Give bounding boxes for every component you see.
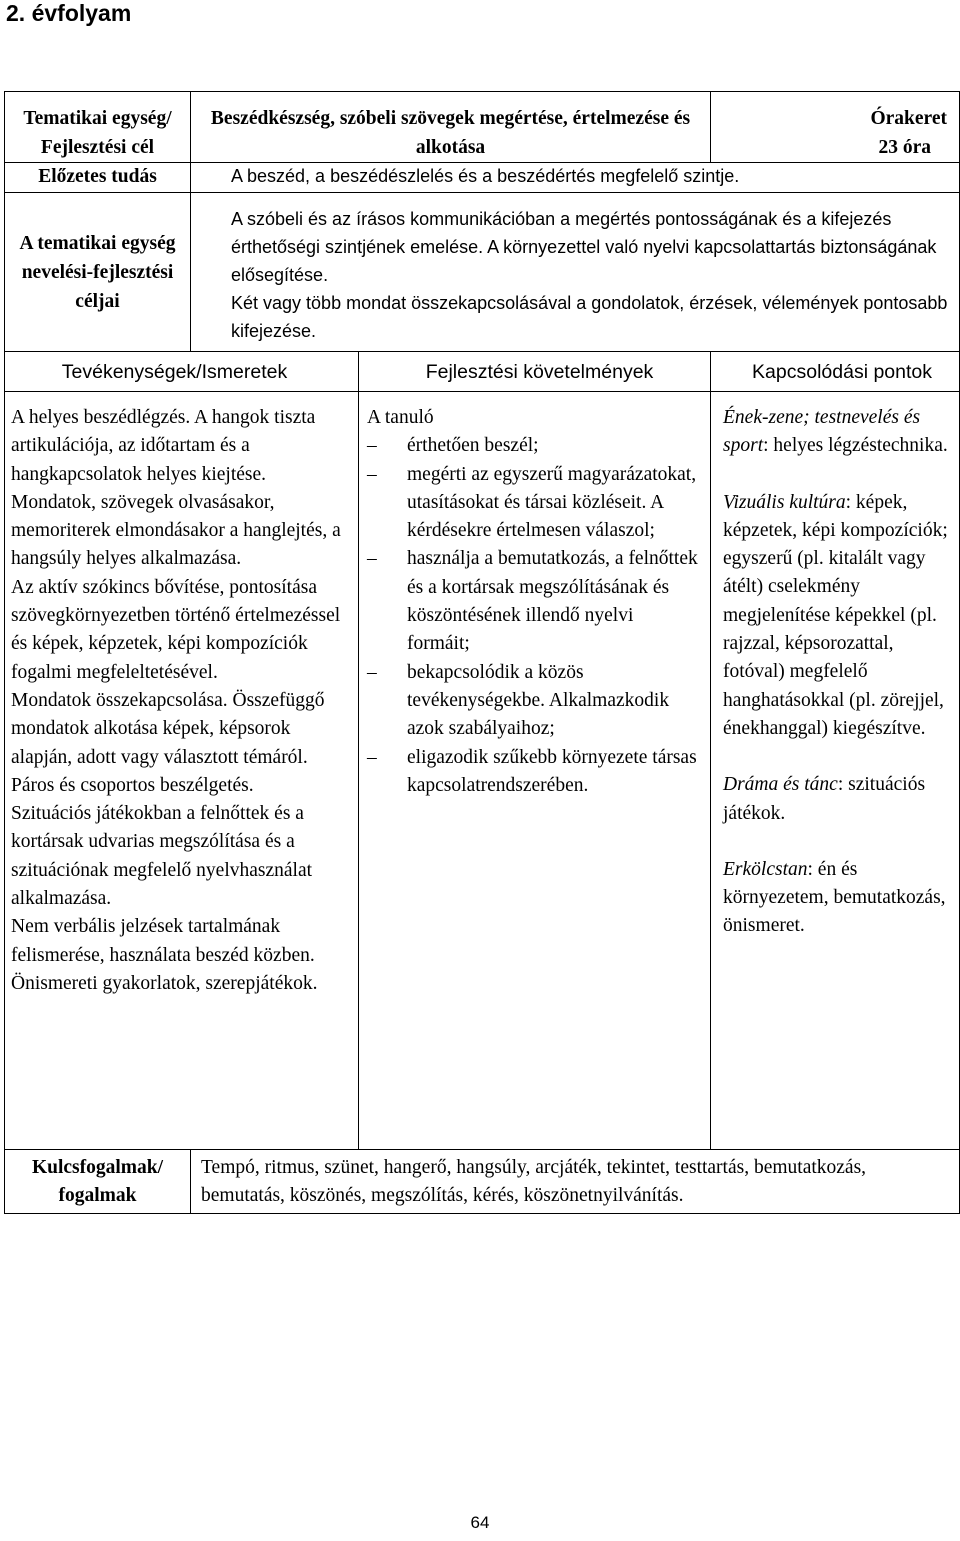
column-header-requirements: Fejlesztési követelmények [359, 352, 711, 392]
activity-paragraph: Mondatok összekapcsolása. Összefüggő mondatok alkotása képek, képsorok alapján, adott vagy választott témáról. [11, 689, 325, 768]
requirement-item [367, 659, 698, 744]
hours-label: Órakeret [870, 108, 948, 129]
key-concepts-row [5, 1150, 960, 1214]
connection-item [723, 489, 951, 744]
activity-paragraph: Önismereti gyakorlatok, szerepjátékok. [11, 972, 318, 994]
prior-knowledge-row [5, 163, 960, 193]
requirement-item [367, 545, 698, 658]
connection-subject: Vizuális kultúra [723, 491, 846, 513]
requirements-intro: A tanuló [367, 407, 434, 428]
requirement-item [367, 744, 698, 801]
connections-cell [711, 392, 960, 1150]
header-row [5, 92, 960, 163]
requirement-text: eligazodik szűkebb környezete társas kapcsolatrendszerében. [407, 746, 697, 796]
connection-subject: Erkölcstan [723, 858, 808, 880]
requirement-text: bekapcsolódik a közös tevékenységekbe. Alkalmazkodik azok szabályaihoz; [407, 661, 670, 740]
goals-text [191, 193, 960, 352]
requirement-text: megérti az egyszerű magyarázatokat, utasításokat és társai közléseit. A kérdésekre értelmesen válaszol; [407, 463, 697, 542]
key-concepts-label: Kulcsfogalmak/ fogalmak [5, 1150, 191, 1214]
connection-item [723, 771, 951, 828]
unit-label: Tematikai egység/ Fejlesztési cél [5, 92, 191, 163]
requirement-text: érthetően beszél; [407, 435, 539, 457]
activities-cell [5, 392, 359, 1150]
content-row [5, 392, 960, 1150]
column-header-activities: Tevékenységek/Ismeretek [5, 352, 359, 392]
activity-paragraph: Páros és csoportos beszélgetés. [11, 774, 254, 796]
hours-cell [711, 92, 960, 163]
goals-label: A tematikai egység nevelési-fejlesztési céljai [5, 193, 191, 352]
connection-subject: Dráma és tánc [723, 774, 838, 796]
connection-text: : én és környezetem, bemutatkozás, önismeret. [723, 858, 946, 937]
unit-title: Beszédkészség, szóbeli szövegek megértése, értelmezése és alkotása [191, 92, 711, 163]
activity-paragraph: A helyes beszédlégzés. A hangok tiszta artikulációja, az időtartam és a hangkapcsolatok helyes kiejtése. Mondatok, szövegek olvasásakor, memoriterek elmondásakor a hanglejtés, a hangsúly helyes alkalmazása. [11, 407, 341, 570]
connection-text: : szituációs játékok. [723, 774, 926, 824]
prior-knowledge-text: A beszéd, a beszédészlelés és a beszédértés megfelelő szintje. [191, 163, 960, 193]
hours-value: 23 óra [878, 137, 932, 158]
dash-marker: – [367, 435, 377, 457]
connection-item [723, 856, 951, 941]
page-title: 2. évfolyam [6, 0, 132, 26]
activity-paragraph: Az aktív szókincs bővítése, pontosítása szövegkörnyezetben történő értelmezéssel és képek, képzetek, képi kompozíciók fogalmi megfeleltetésével. [11, 576, 341, 683]
requirement-item [367, 461, 698, 546]
connection-text: : helyes légzéstechnika. [763, 435, 948, 457]
goals-paragraph: A szóbeli és az írásos kommunikációban a megértés pontosságának és a kifejezés érthetőségi szintjének emelése. A környezettel való nyelvi kapcsolattartás biztonságának elősegítése. [231, 209, 937, 285]
requirement-item [367, 432, 698, 460]
activity-paragraph: Nem verbális jelzések tartalmának felismerése, használata beszéd közben. [11, 916, 315, 966]
connection-item [723, 404, 951, 461]
column-header-connections: Kapcsolódási pontok [711, 352, 960, 392]
goals-paragraph: Két vagy több mondat összekapcsolásával a gondolatok, érzések, vélemények pontosabb kifejezése. [231, 293, 948, 341]
requirement-text: használja a bemutatkozás, a felnőttek és a kortársak megszólításának és köszöntésének illendő nyelvi formáit; [407, 548, 698, 655]
curriculum-table [4, 91, 960, 1214]
requirements-cell [359, 392, 711, 1150]
connection-subject: Ének-zene; testnevelés és sport [723, 407, 921, 457]
connection-text: : képek, képzetek, képi kompozíciók; egyszerű (pl. kitalált vagy átélt) cselekmény megjelenítése képekkel (pl. rajzzal, képsorozattal, fotóval) megfelelő hanghatásokkal (pl. zörejjel, énekhanggal) kiegészítve. [723, 491, 948, 739]
column-header-row [5, 352, 960, 392]
activity-paragraph: Szituációs játékokban a felnőttek és a kortársak udvarias megszólítása és a szituációnak megfelelő nyelvhasználat alkalmazása. [11, 803, 313, 910]
dash-marker: – [367, 746, 377, 768]
dash-marker: – [367, 463, 377, 485]
goals-row [5, 193, 960, 352]
dash-marker: – [367, 548, 377, 570]
prior-knowledge-label: Előzetes tudás [5, 163, 191, 193]
dash-marker: – [367, 661, 377, 683]
page-number: 64 [470, 1513, 490, 1532]
key-concepts-text: Tempó, ritmus, szünet, hangerő, hangsúly, arcjáték, tekintet, testtartás, bemutatkozás, bemutatás, köszönés, megszólítás, kérés, köszönetnyilvánítás. [191, 1150, 960, 1214]
